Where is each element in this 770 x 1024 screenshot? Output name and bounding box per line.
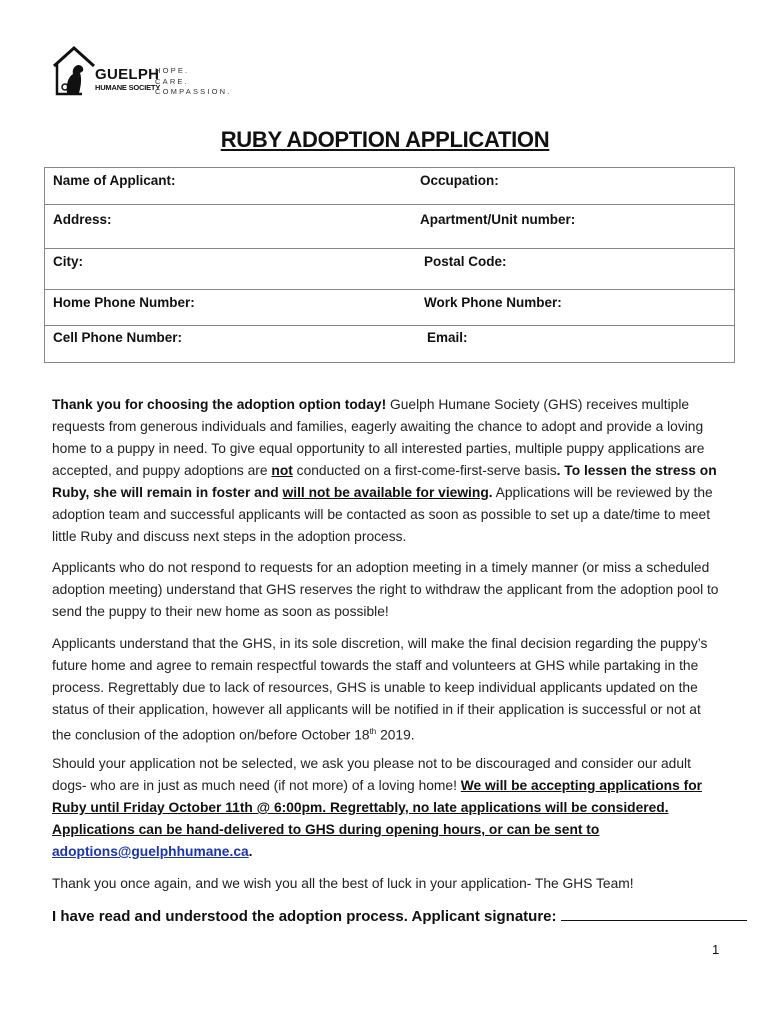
cell-phone-field-label[interactable]: Cell Phone Number: [53,330,183,345]
page-title: RUBY ADOPTION APPLICATION [220,127,550,152]
decision-text-end: 2019. [376,727,415,743]
signature-label: I have read and understood the adoption process. Applicant signature: [52,908,557,925]
logo-tagline [155,66,232,98]
applicant-form [44,167,735,363]
no-viewing-notice: will not be available for viewing [282,485,489,500]
intro-text: Guelph Humane Society (GHS) receives multiple requests from generous individuals and families, eagerly awaiting the chance to adopt and provide a loving home to a puppy in need. To give equal opportunity to all interested parties, multiple puppy applications are accepted, and puppy adoptions are [52,397,705,478]
adoptions-email-link[interactable]: adoptions@guelphhumane.ca [52,844,249,859]
foster-notice-end: . [488,485,493,500]
unit-field-label[interactable]: Apartment/Unit number: [420,212,576,227]
foster-notice: . To lessen the stress on Ruby, she will remain in foster and [52,463,717,500]
logo-subtitle: HUMANE SOCIETY [95,83,161,92]
response-paragraph [52,557,722,623]
page-number: 1 [712,942,720,957]
deadline-text: Should your application not be selected, we ask you please not to be discouraged and consider our adult dogs- who are in just as much need (if not more) of a loving home! [52,756,691,793]
tagline-line: CARE. [155,76,189,86]
name-field-label[interactable]: Name of Applicant: [53,173,176,188]
closing-paragraph [52,873,722,895]
intro-text: Applications will be reviewed by the adoption team and successful applicants will be contacted as soon as possible to set up a date/time to meet little Ruby and discuss next steps in the adoption process. [52,485,713,544]
form-row-city [45,249,734,290]
closing-text: Thank you once again, and we wish you all the best of luck in your application- The GHS Team! [52,876,634,891]
logo [52,44,252,98]
intro-lead: Thank you for choosing the adoption option today! [52,397,387,412]
deadline-paragraph [52,753,722,863]
form-row-name [45,168,734,205]
form-row-phones [45,290,734,326]
decision-text: Applicants understand that the GHS, in its sole discretion, will make the final decision regarding the puppy’s future home and agree to remain respectful towards the staff and volunteers at GHS while partaking in the process. Regrettably due to lack of resources, GHS is unable to keep individual applicants updated on the status of their application, however all applicants will be notified in if their application is successful or not at the conclusion of the adoption on/before October 18 [52,636,708,743]
deadline-notice: We will be accepting applications for Ruby until Friday October 11th @ 6:00pm. Regrettably, no late applications will be considered. Applications can be hand-delivered to GHS during opening hours, or can be sent to [52,778,702,837]
response-text: Applicants who do not respond to requests for an adoption meeting in a timely manner (or miss a scheduled adoption meeting) understand that GHS reserves the right to withdraw the applicant from the adoption pool to send the puppy to their new home as soon as possible! [52,560,719,619]
house-dog-logo-icon [52,44,96,98]
date-suffix: th [369,727,377,736]
occupation-field-label[interactable]: Occupation: [420,173,499,188]
not-emphasis: not [271,463,293,478]
intro-text: conducted on a first-come-first-serve basis [292,463,557,478]
city-field-label[interactable]: City: [53,254,83,269]
tagline-line: HOPE. [155,66,190,75]
signature-field[interactable] [561,906,747,921]
intro-paragraph [52,394,722,548]
postal-field-label[interactable]: Postal Code: [424,254,507,269]
tagline-line: COMPASSION. [155,87,232,96]
form-row-cell-email [45,326,734,364]
signature-line [52,906,747,925]
logo-name: GUELPH [95,66,160,83]
address-field-label[interactable]: Address: [53,212,112,227]
email-field-label[interactable]: Email: [427,330,468,345]
form-row-address [45,205,734,249]
work-phone-field-label[interactable]: Work Phone Number: [424,295,562,310]
home-phone-field-label[interactable]: Home Phone Number: [53,295,195,310]
decision-paragraph [52,633,722,747]
deadline-end: . [248,844,253,859]
